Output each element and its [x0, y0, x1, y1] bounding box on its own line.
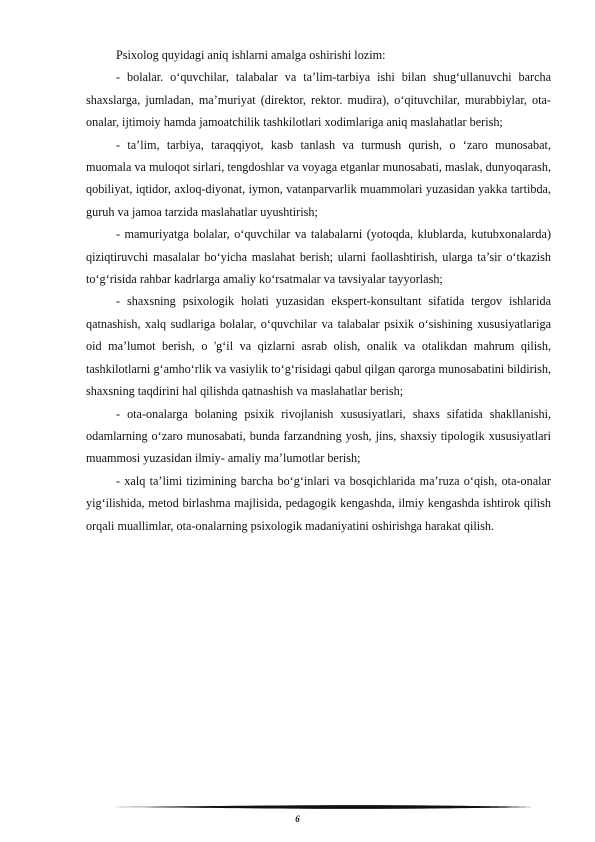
document-body [86, 44, 551, 537]
page-number: 6 [295, 814, 300, 824]
task-paragraph-education: - xalq ta’limi tizimining barcha bo‘g‘inlari va bosqichlarida ma’ruza o‘qish, ota-onalar yig‘ilishida, metod birlashma majlisida, pedagogik kengashda, ilmiy kengashda ishtirok qilish orqali muallimlar, ota-onalarning psixologik madaniyatini oshirishga harakat qilish. [86, 473, 551, 533]
task-paragraph-consultations: - ta’lim, tarbiya, taraqqiyot, kasb tanlash va turmush qurish, o ‘zaro munosabat, muomala va muloqot sirlari, tengdoshlar va voyaga etganlar munosabati, maslak, dunyoqarash, qobiliyat, iqtidor, axloq-diyonat, iymon, vatanparvarlik muammolari yuzasidan yakka tartibda, guruh va jamoa tarzida maslahatlar uyushtirish; [86, 137, 551, 219]
task-paragraph-administration: - mamuriyatga bolalar, o‘quvchilar va talabalarni (yotoqda, klublarda, kutubxonalarda) qiziqtiruvchi masalalar bo‘yicha maslahat berish; ularni faollashtirish, ularga ta’sir o‘tkazish to‘g‘risida rahbar kadrlarga amaliy ko‘rsatmalar va tavsiyalar tayyorlash; [86, 227, 551, 287]
footer-divider [102, 804, 534, 810]
task-paragraph-expert: - shaxsning psixologik holati yuzasidan ekspert-konsultant sifatida tergov ishlarida qatnashish, xalq sudlariga bolalar, o‘quvchilar va talabalar psixik o‘sishining xususiyatlariga oid ma’lumot berish, o 'g‘il va qizlarni asrab olish, onalik va otalikdan mahrum qilish, tashkilotlarni g‘amho‘rlik va vasiylik to‘g‘risidagi qabul qilgan qarorga munosabatini bildirish, shaxsning taqdirini hal qilishda qatnashish va maslahatlar berish; [86, 294, 551, 399]
intro-paragraph: Psixolog quyidagi aniq ishlarni amalga oshirishi lozim: [116, 48, 386, 62]
task-paragraph-parents: - ota-onalarga bolaning psixik rivojlanish xususiyatlari, shaxs sifatida shakllanishi, odamlarning o‘zaro munosabati, bunda farzandning yosh, jins, shaxsiy tipologik xususiyatlari muammosi yuzasidan ilmiy- amaliy ma’lumotlar berish; [86, 406, 551, 466]
task-paragraph-advice: - bolalar. o‘quvchilar, talabalar va ta’lim-tarbiya ishi bilan shug‘ullanuvchi barcha shaxslarga, jumladan, ma’muriyat (direktor, rektor. mudira), o‘qituvchilar, murabbiylar, ota-onalar, ijtimoiy hamda jamoatchilik tashkilotlari xodimlariga aniq maslahatlar berish; [86, 70, 551, 130]
